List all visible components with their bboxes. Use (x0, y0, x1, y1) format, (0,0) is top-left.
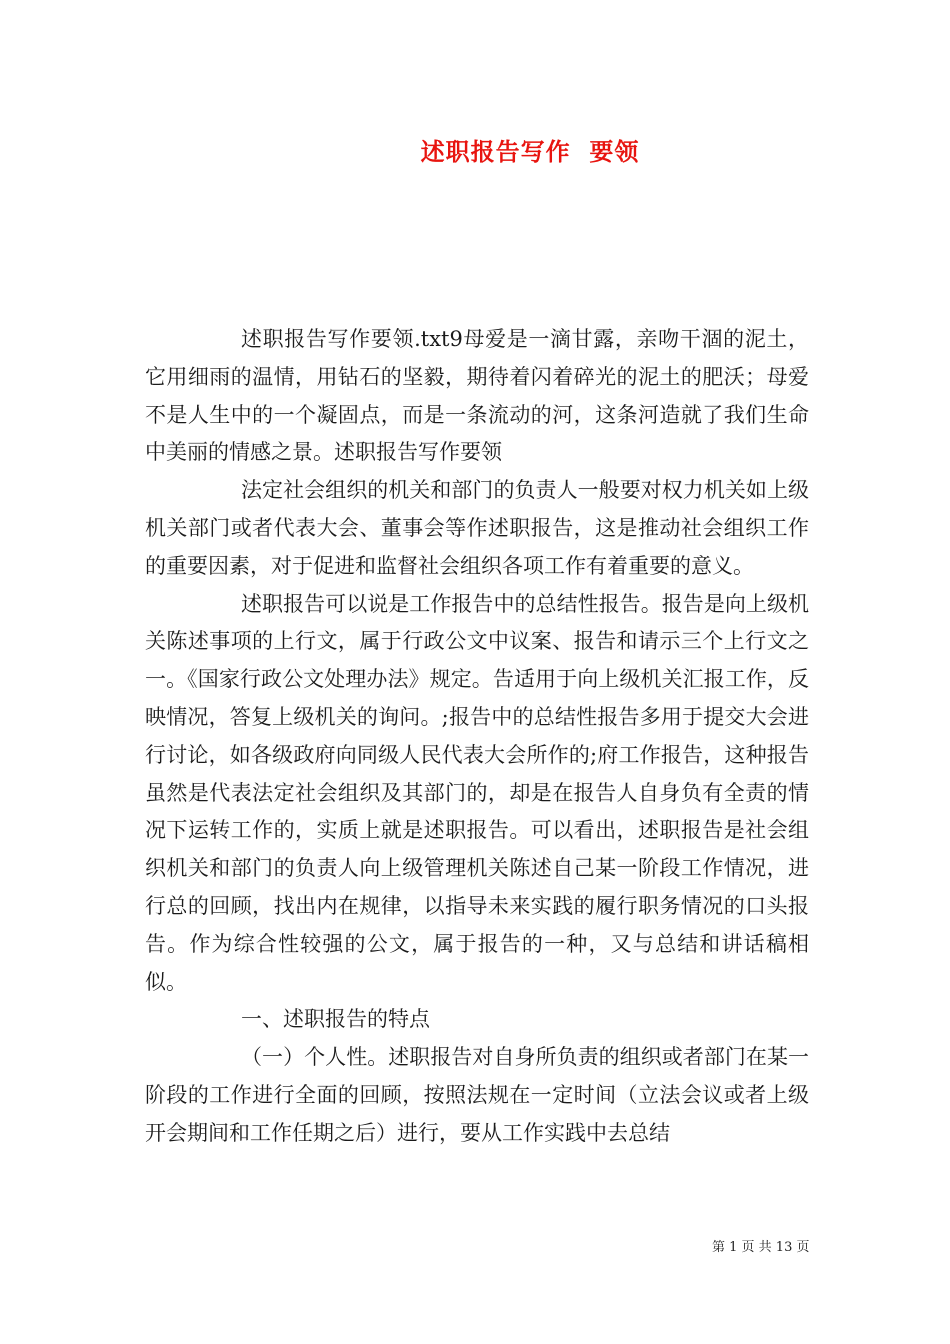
section-heading-features: 一、述职报告的特点 (241, 1007, 430, 1032)
document-title: 述职报告写作 要领 (420, 138, 640, 166)
document-body (145, 321, 809, 1153)
paragraph-definition: 法定社会组织的机关和部门的负责人一般要对权力机关如上级机关部门或者代表大会、董事会等作述职报告，这是推动社会组织工作的重要因素，对于促进和监督社会组织各项工作有着重要的意义。 (145, 478, 809, 578)
paragraph-personal: （一）个人性。述职报告对自身所负责的组织或者部门在某一阶段的工作进行全面的回顾，按照法规在一定时间（立法会议或者上级开会期间和工作任期之后）进行，要从工作实践中去总结 (145, 1045, 809, 1145)
page-number-footer: 第 1 页 共 13 页 (712, 1240, 810, 1255)
paragraph-intro: 述职报告写作要领.txt9母爱是一滴甘露，亲吻干涸的泥土，它用细雨的温情，用钻石的坚毅，期待着闪着碎光的泥土的肥沃；母爱不是人生中的一个凝固点，而是一条流动的河，这条河造就了我们生命中美丽的情感之景。述职报告写作要领 (145, 327, 809, 465)
paragraph-summary-report: 述职报告可以说是工作报告中的总结性报告。报告是向上级机关陈述事项的上行文，属于行政公文中议案、报告和请示三个上行文之一。《国家行政公文处理办法》规定。告适用于向上级机关汇报工作，反映情况，答复上级机关的询问。;报告中的总结性报告多用于提交大会进行讨论，如各级政府向同级人民代表大会所作的;府工作报告，这种报告虽然是代表法定社会组织及其部门的，却是在报告人自身负有全责的情况下运转工作的，实质上就是述职报告。可以看出，述职报告是社会组织机关和部门的负责人向上级管理机关陈述自己某一阶段工作情况，进行总的回顾，找出内在规律，以指导未来实践的履行职务情况的口头报告。作为综合性较强的公文，属于报告的一种，又与总结和讲话稿相似。 (145, 591, 809, 994)
